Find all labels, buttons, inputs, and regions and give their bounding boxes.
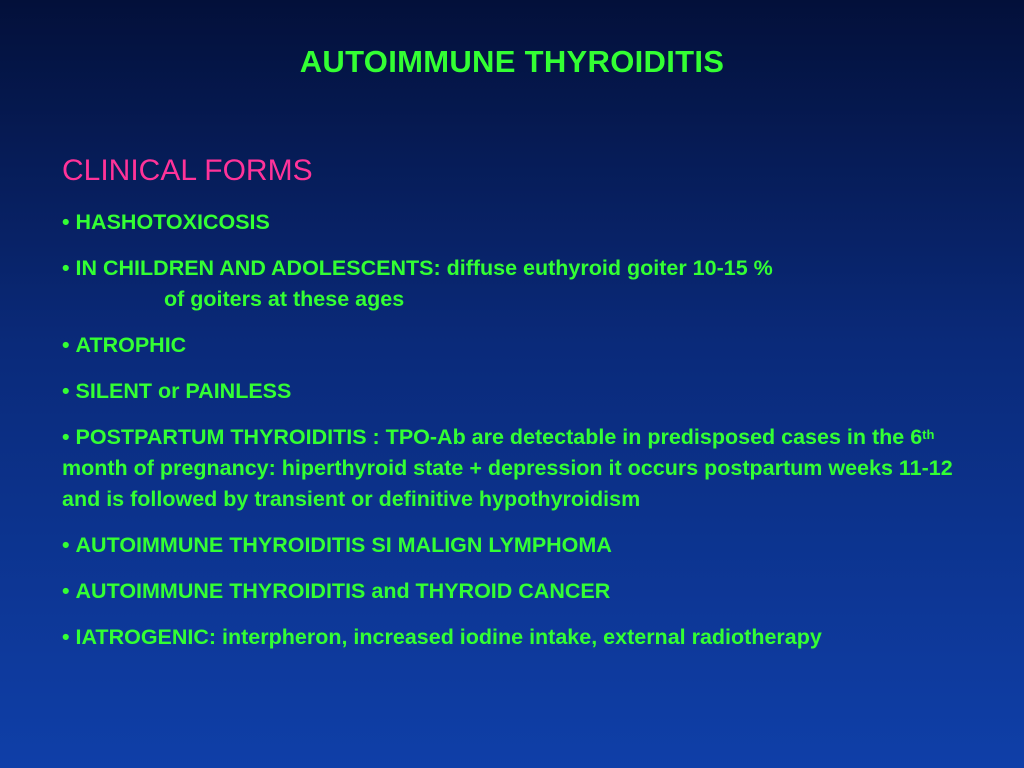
bullet-item (62, 253, 982, 315)
bullet-item (62, 622, 982, 653)
bullet-text: AUTOIMMUNE THYROIDITIS and THYROID CANCER (75, 579, 611, 603)
section-heading: CLINICAL FORMS (62, 154, 313, 187)
bullet-text: HASHOTOXICOSIS (75, 210, 270, 234)
bullet-item (62, 530, 982, 561)
bullet-mark: • (62, 333, 70, 357)
slide-title: AUTOIMMUNE THYROIDITIS (299, 44, 725, 79)
bullet-mark: • (62, 533, 70, 557)
bullet-mark: • (62, 579, 70, 603)
bullet-item (62, 207, 982, 238)
bullet-mark: • (62, 210, 70, 234)
bullet-mark: • (62, 625, 70, 649)
bullet-item (62, 376, 982, 407)
bullet-item (62, 330, 982, 361)
bullet-item (62, 576, 982, 607)
bullet-list (62, 207, 982, 668)
bullet-text: POSTPARTUM THYROIDITIS : TPO-Ab are detectable in predisposed cases in the 6 (75, 425, 923, 449)
bullet-text: month of pregnancy: hiperthyroid state + depression it occurs postpartum weeks 11-12 and is followed by transient or definitive hypothyroidism (62, 456, 953, 511)
superscript: th (922, 427, 935, 442)
bullet-mark: • (62, 379, 70, 403)
bullet-mark: • (62, 256, 70, 280)
bullet-text: IATROGENIC: interpheron, increased iodine intake, external radiotherapy (75, 625, 822, 649)
bullet-text: SILENT or PAINLESS (75, 379, 292, 403)
bullet-mark: • (62, 425, 70, 449)
bullet-continuation: of goiters at these ages (164, 287, 405, 311)
bullet-text: ATROPHIC (75, 333, 187, 357)
bullet-text: IN CHILDREN AND ADOLESCENTS: diffuse euthyroid goiter 10-15 % (75, 256, 773, 280)
bullet-item (62, 422, 982, 515)
bullet-text: AUTOIMMUNE THYROIDITIS SI MALIGN LYMPHOMA (75, 533, 612, 557)
